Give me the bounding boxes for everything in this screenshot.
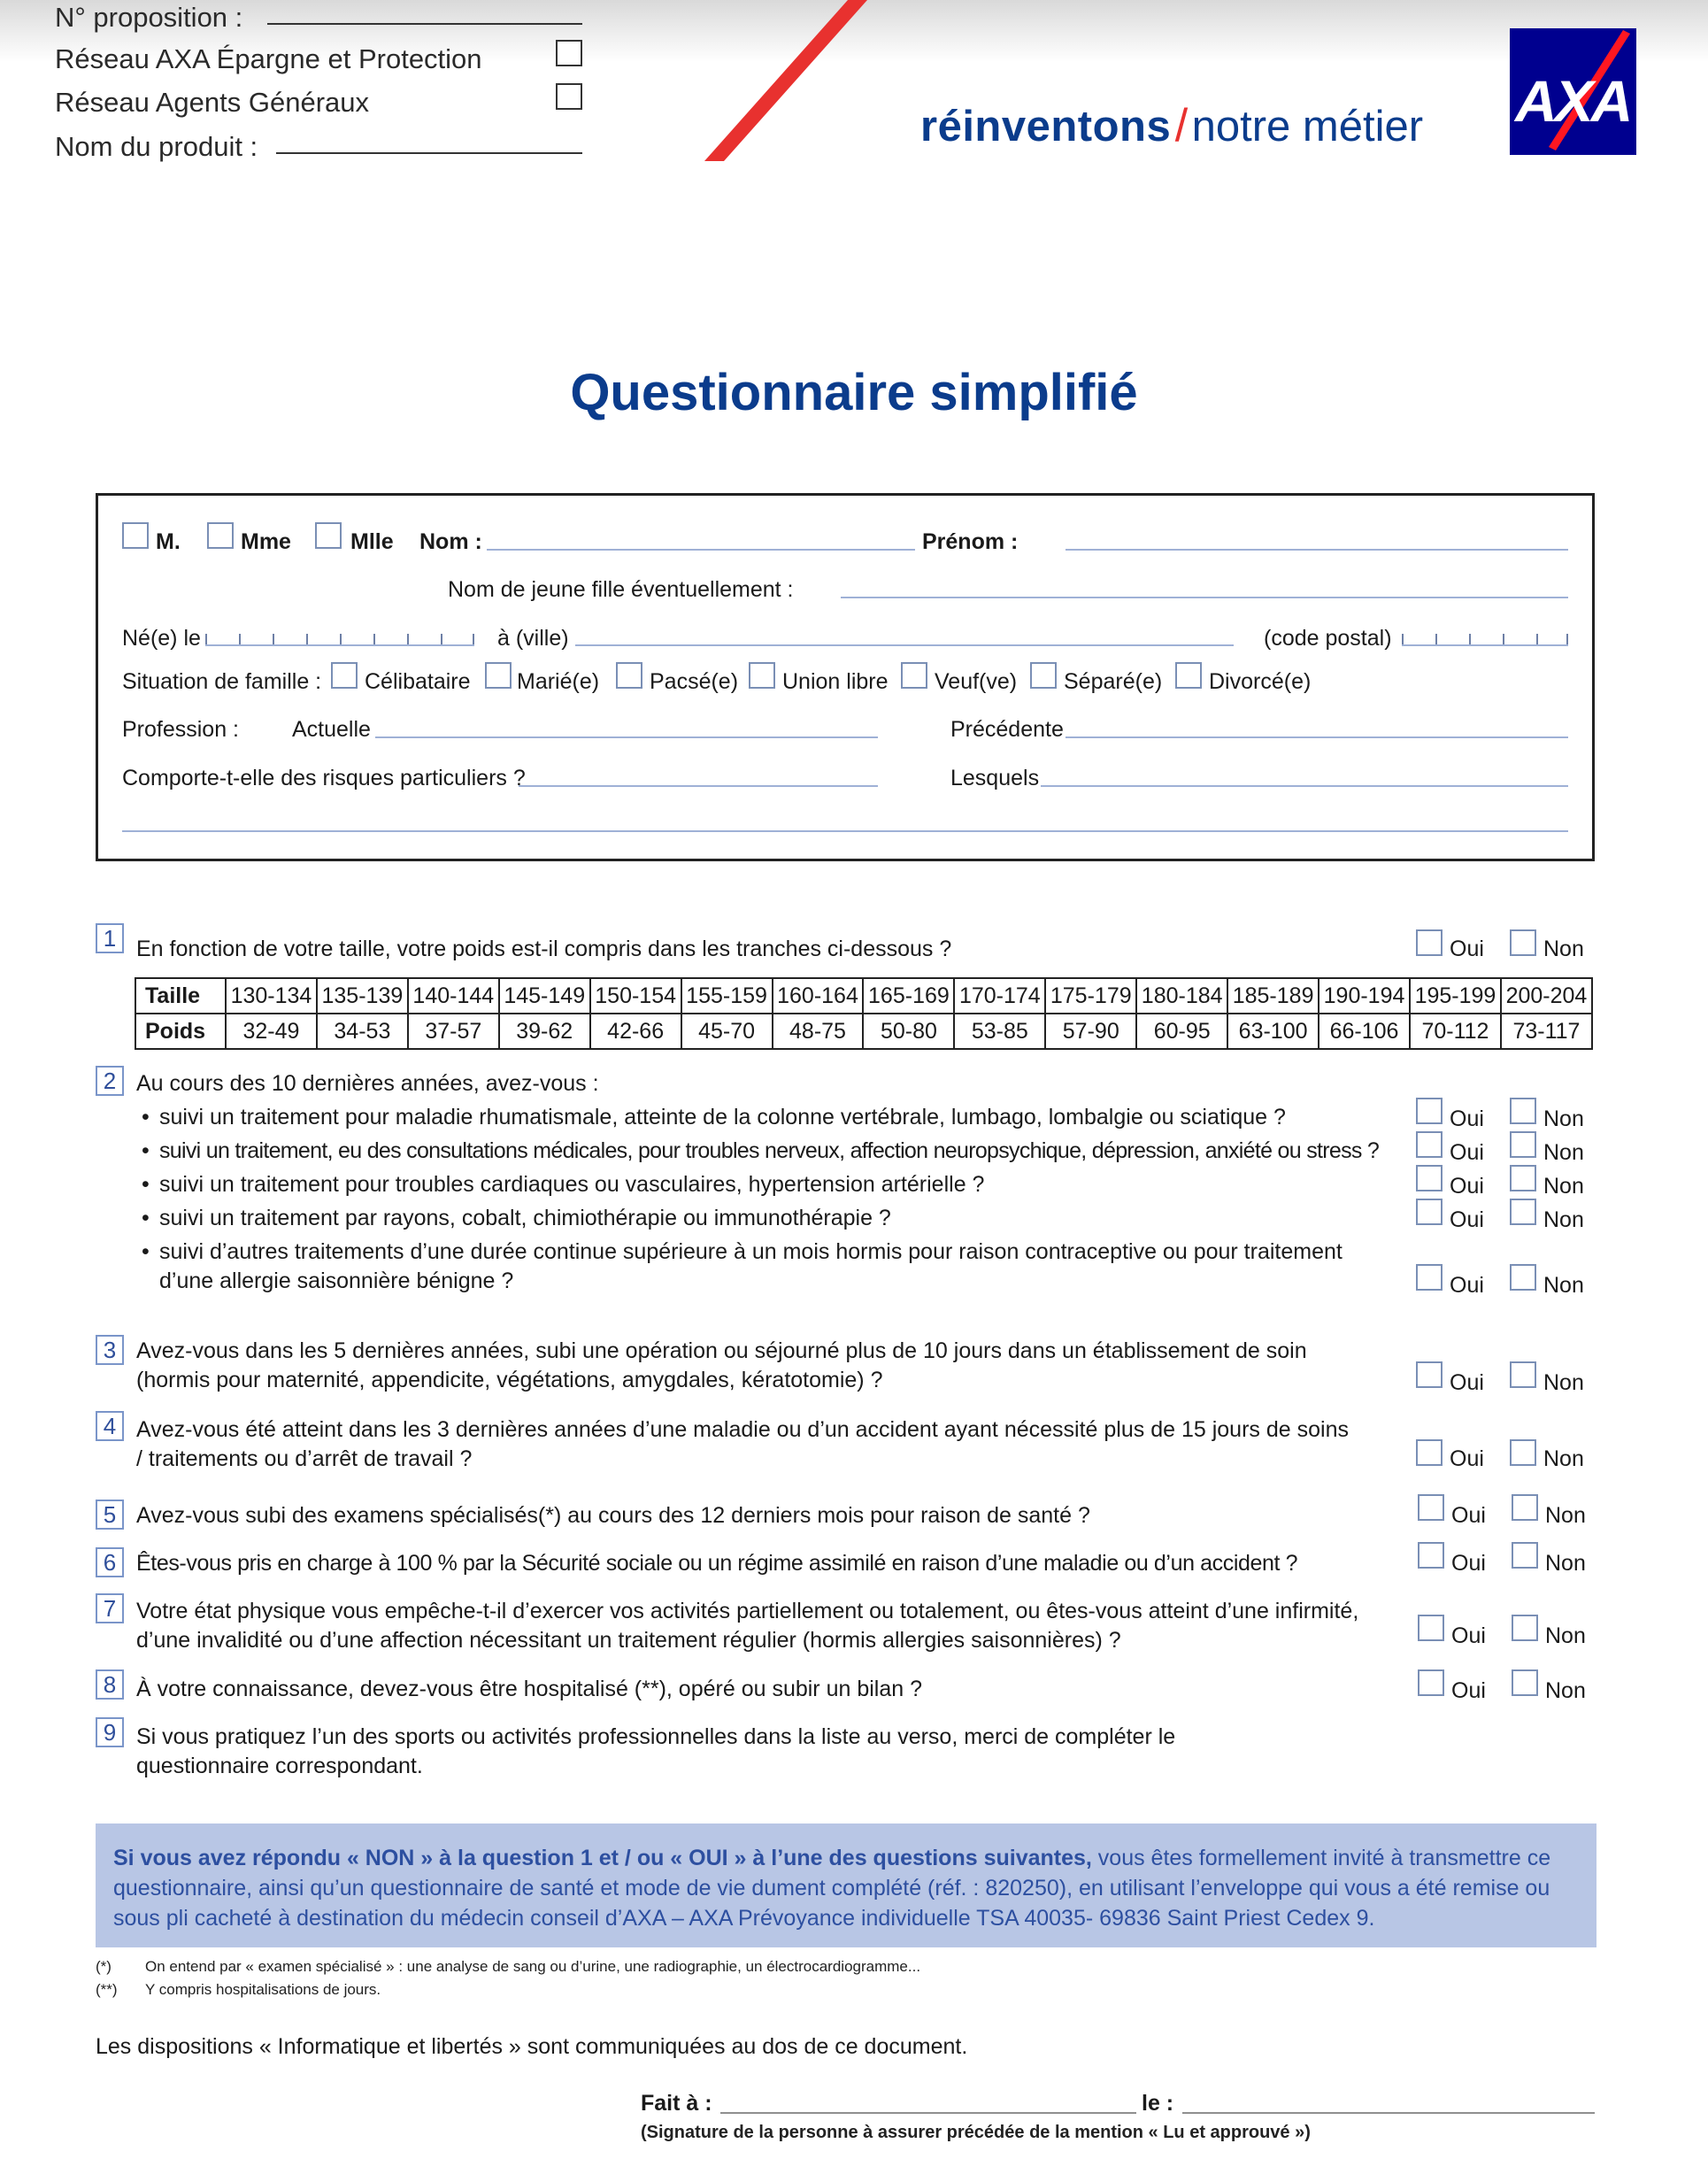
taille-cell: 160-164 <box>773 978 864 1014</box>
poids-cell: 32-49 <box>226 1014 317 1049</box>
taille-cell: 145-149 <box>499 978 590 1014</box>
civility-mlle-checkbox[interactable] <box>315 522 342 549</box>
poids-cell: 53-85 <box>954 1014 1045 1049</box>
question-9-text: Si vous pratiquez l’un des sports ou activités professionnelles dans la liste au verso, merci de compléter le questionnaire correspondant. <box>136 1724 1176 1778</box>
q2b-non-label: Non <box>1543 1140 1584 1165</box>
taille-header: Taille <box>135 978 226 1014</box>
question-7-text: Votre état physique vous empêche-t-il d’exercer vos activités partiellement ou totalement, ou êtes-vous atteint d’une infirmité, d’une invalidité ou d’une affection nécessitant un traitement régulier (hormis allergies saisonnières) ? <box>136 1599 1359 1653</box>
prenom-label: Prénom : <box>922 529 1019 554</box>
slogan-slash: / <box>1174 100 1189 151</box>
proposition-label: N° proposition : <box>55 2 243 33</box>
notice-bold: Si vous avez répondu « NON » à la question 1 et / ou « OUI » à l’une des questions suivantes, <box>113 1846 1092 1870</box>
footnote-2-text: Y compris hospitalisations de jours. <box>145 1981 381 1998</box>
nom-field[interactable] <box>487 549 915 551</box>
taille-cell: 150-154 <box>590 978 681 1014</box>
q1-non-checkbox[interactable] <box>1510 929 1536 956</box>
network-axa-checkbox[interactable] <box>556 40 582 66</box>
signature-mention: (Signature de la personne à assurer précédée de la mention « Lu et approuvé ») <box>641 2123 1311 2142</box>
poids-cell: 66-106 <box>1319 1014 1410 1049</box>
q2d-oui-label: Oui <box>1450 1207 1484 1232</box>
poids-cell: 73-117 <box>1501 1014 1592 1049</box>
poids-cell: 63-100 <box>1227 1014 1319 1049</box>
q3-oui-checkbox[interactable] <box>1416 1361 1443 1388</box>
question-1-number: 1 <box>96 923 124 953</box>
date-tick <box>239 634 241 644</box>
postal-tick <box>1536 634 1538 644</box>
poids-cell: 57-90 <box>1045 1014 1136 1049</box>
question-1-text: En fonction de votre taille, votre poids est-il compris dans les tranches ci-dessous ? <box>136 937 952 961</box>
poids-row <box>135 1014 1592 1049</box>
q2c-non-label: Non <box>1543 1174 1584 1199</box>
red-slash-decoration <box>699 0 876 168</box>
q1-oui-label: Oui <box>1450 937 1484 961</box>
q2e-non-checkbox[interactable] <box>1510 1264 1536 1291</box>
question-8-text: À votre connaissance, devez-vous être hospitalisé (**), opéré ou subir un bilan ? <box>136 1677 923 1701</box>
family-union-libre-checkbox[interactable] <box>749 662 775 689</box>
bullet: • <box>142 1138 150 1163</box>
q2b-non-checkbox[interactable] <box>1510 1131 1536 1158</box>
question-9-number: 9 <box>96 1717 124 1747</box>
which-field[interactable] <box>1041 785 1568 787</box>
slogan <box>920 99 1423 152</box>
poids-cell: 45-70 <box>681 1014 773 1049</box>
q7-oui-checkbox[interactable] <box>1418 1615 1444 1641</box>
q2a-non-label: Non <box>1543 1106 1584 1131</box>
bullet: • <box>142 1239 150 1264</box>
bullet: • <box>142 1206 150 1230</box>
family-label: Situation de famille : <box>122 669 322 694</box>
made-at-field[interactable] <box>720 2112 1136 2114</box>
family-celibataire-checkbox[interactable] <box>331 662 358 689</box>
q2c-oui-label: Oui <box>1450 1174 1484 1199</box>
taille-cell: 195-199 <box>1410 978 1501 1014</box>
question-2-item-1: suivi un traitement pour maladie rhumatismale, atteinte de la colonne vertébrale, lumbago, lombalgie ou sciatique ? <box>159 1105 1286 1130</box>
q2e-oui-checkbox[interactable] <box>1416 1264 1443 1291</box>
taille-cell: 175-179 <box>1045 978 1136 1014</box>
family-veuf-label: Veuf(ve) <box>935 669 1018 694</box>
maiden-name-label: Nom de jeune fille éventuellement : <box>448 577 794 602</box>
previous-profession-field[interactable] <box>1066 736 1568 738</box>
q4-non-label: Non <box>1543 1446 1584 1471</box>
maiden-name-field[interactable] <box>841 597 1568 598</box>
family-divorce-label: Divorcé(e) <box>1209 669 1312 694</box>
q7-non-label: Non <box>1545 1623 1586 1648</box>
poids-cell: 37-57 <box>408 1014 499 1049</box>
q8-non-label: Non <box>1545 1678 1586 1703</box>
q6-oui-label: Oui <box>1451 1551 1486 1576</box>
postal-tick <box>1435 634 1437 644</box>
question-8-number: 8 <box>96 1669 124 1700</box>
question-6-text: Êtes-vous pris en charge à 100 % par la Sécurité sociale ou un régime assimilé en raison d’une maladie ou d’un accident ? <box>136 1551 1298 1576</box>
footnote-1-text: On entend par « examen spécialisé » : une analyse de sang ou d’urine, une radiographie, un électrocardiogramme... <box>145 1958 921 1975</box>
taille-row <box>135 978 1592 1014</box>
taille-cell: 185-189 <box>1227 978 1319 1014</box>
privacy-text: Les dispositions « Informatique et libertés » sont communiquées au dos de ce document. <box>96 2034 968 2059</box>
family-separe-label: Séparé(e) <box>1064 669 1163 694</box>
taille-cell: 200-204 <box>1501 978 1592 1014</box>
postal-code-field[interactable] <box>1402 644 1568 646</box>
date-tick <box>340 634 342 644</box>
q1-oui-checkbox[interactable] <box>1416 929 1443 956</box>
taille-cell: 155-159 <box>681 978 773 1014</box>
q6-non-label: Non <box>1545 1551 1586 1576</box>
taille-cell: 180-184 <box>1136 978 1227 1014</box>
risk-label: Comporte-t-elle des risques particuliers ? <box>122 766 526 790</box>
footnote-2-mark: (**) <box>96 1981 118 1998</box>
q1-non-label: Non <box>1543 937 1584 961</box>
question-2-item-5: suivi d’autres traitements d’une durée continue supérieure à un mois hormis pour raison contraceptive ou pour traitement d’une allergie saisonnière bénigne ? <box>159 1239 1343 1293</box>
date-tick <box>407 634 409 644</box>
q2d-non-label: Non <box>1543 1207 1584 1232</box>
date-tick <box>205 634 207 644</box>
poids-cell: 39-62 <box>499 1014 590 1049</box>
nom-label: Nom : <box>419 529 482 554</box>
q2a-non-checkbox[interactable] <box>1510 1098 1536 1124</box>
family-divorce-checkbox[interactable] <box>1175 662 1202 689</box>
q5-non-label: Non <box>1545 1503 1586 1528</box>
height-weight-table <box>135 977 1593 1050</box>
proposition-field[interactable] <box>267 23 582 25</box>
date-tick <box>441 634 442 644</box>
which-label: Lesquels <box>950 766 1040 790</box>
city-field[interactable] <box>575 644 1234 646</box>
q2d-oui-checkbox[interactable] <box>1416 1199 1443 1225</box>
postal-tick <box>1469 634 1471 644</box>
family-marie-label: Marié(e) <box>517 669 600 694</box>
postal-label: (code postal) <box>1264 626 1392 651</box>
made-at-label: Fait à : <box>641 2091 712 2116</box>
poids-cell: 34-53 <box>317 1014 408 1049</box>
q4-oui-checkbox[interactable] <box>1416 1439 1443 1466</box>
risk-field[interactable] <box>519 785 878 787</box>
slogan-rest: notre métier <box>1191 103 1424 150</box>
q3-non-label: Non <box>1543 1370 1584 1395</box>
notice-banner <box>96 1823 1596 1947</box>
poids-cell: 60-95 <box>1136 1014 1227 1049</box>
question-2-item-3: suivi un traitement pour troubles cardiaques ou vasculaires, hypertension artérielle ? <box>159 1172 985 1197</box>
family-marie-checkbox[interactable] <box>485 662 512 689</box>
date-tick <box>273 634 274 644</box>
question-3-text: Avez-vous dans les 5 dernières années, subi une opération ou séjourné plus de 10 jours dans un établissement de soin (hormis pour maternité, appendicite, végétations, amygdales, kératotomie) ? <box>136 1338 1307 1392</box>
civility-m-label: M. <box>156 529 181 554</box>
civility-mme-checkbox[interactable] <box>207 522 234 549</box>
question-2-item-4: suivi un traitement par rayons, cobalt, chimiothérapie ou immunothérapie ? <box>159 1206 891 1230</box>
q8-oui-checkbox[interactable] <box>1418 1669 1444 1696</box>
bullet: • <box>142 1172 150 1197</box>
family-veuf-checkbox[interactable] <box>901 662 927 689</box>
q2e-oui-label: Oui <box>1450 1273 1484 1298</box>
q8-oui-label: Oui <box>1451 1678 1486 1703</box>
date-label: le : <box>1142 2091 1174 2116</box>
postal-tick <box>1402 634 1404 644</box>
question-4-text: Avez-vous été atteint dans les 3 dernières années d’une maladie ou d’un accident ayant nécessité plus de 15 jours de soins / traitements ou d’arrêt de travail ? <box>136 1417 1349 1471</box>
q5-oui-label: Oui <box>1451 1503 1486 1528</box>
q2d-non-checkbox[interactable] <box>1510 1199 1536 1225</box>
question-5-text: Avez-vous subi des examens spécialisés(*) au cours des 12 derniers mois pour raison de santé ? <box>136 1503 1090 1528</box>
question-6-number: 6 <box>96 1547 124 1577</box>
notice-text <box>113 1843 1582 1933</box>
profession-label: Profession : <box>122 717 240 742</box>
date-field[interactable] <box>1182 2112 1595 2114</box>
question-7-number: 7 <box>96 1593 124 1623</box>
city-label: à (ville) <box>497 626 569 651</box>
poids-header: Poids <box>135 1014 226 1049</box>
prenom-field[interactable] <box>1066 549 1568 551</box>
date-tick <box>373 634 375 644</box>
poids-cell: 50-80 <box>863 1014 954 1049</box>
page-title: Questionnaire simplifié <box>570 364 1138 421</box>
date-tick <box>306 634 308 644</box>
civility-mme-label: Mme <box>241 529 291 554</box>
q7-oui-label: Oui <box>1451 1623 1486 1648</box>
family-celibataire-label: Célibataire <box>365 669 471 694</box>
current-profession-field[interactable] <box>375 736 878 738</box>
q5-oui-checkbox[interactable] <box>1418 1494 1444 1521</box>
notice-rest: vous êtes formellement invité à transmettre ce questionnaire, ainsi qu’un questionnaire de santé et mode de vie dument complété (réf. : 820250), en utilisant l’enveloppe qui vous a été remise ou sous pli cacheté à destination du médecin conseil d’AXA – AXA Prévoyance individuelle TSA 40035- 69836 Saint Priest Cedex 9. <box>113 1846 1551 1931</box>
question-2-number: 2 <box>96 1066 124 1096</box>
q7-non-checkbox[interactable] <box>1512 1615 1538 1641</box>
question-3-number: 3 <box>96 1335 124 1365</box>
previous-label: Précédente <box>950 717 1064 742</box>
bullet: • <box>142 1105 150 1130</box>
page-title-wrap <box>0 363 1708 422</box>
q4-oui-label: Oui <box>1450 1446 1484 1471</box>
postal-tick <box>1566 634 1568 644</box>
q2c-oui-checkbox[interactable] <box>1416 1165 1443 1191</box>
taille-cell: 135-139 <box>317 978 408 1014</box>
extra-line-field[interactable] <box>122 830 1568 832</box>
q3-oui-label: Oui <box>1450 1370 1484 1395</box>
date-tick <box>473 634 474 644</box>
taille-cell: 130-134 <box>226 978 317 1014</box>
axa-logo-text: AXA <box>1515 68 1631 134</box>
q2a-oui-label: Oui <box>1450 1106 1484 1131</box>
family-separe-checkbox[interactable] <box>1030 662 1057 689</box>
taille-cell: 165-169 <box>863 978 954 1014</box>
q4-non-checkbox[interactable] <box>1510 1439 1536 1466</box>
network-axa-label: Réseau AXA Épargne et Protection <box>55 43 482 74</box>
civility-mlle-label: Mlle <box>350 529 394 554</box>
axa-logo <box>1510 28 1636 155</box>
poids-cell: 70-112 <box>1410 1014 1501 1049</box>
postal-tick <box>1503 634 1504 644</box>
q2e-non-label: Non <box>1543 1273 1584 1298</box>
q2b-oui-label: Oui <box>1450 1140 1484 1165</box>
born-label: Né(e) le <box>122 626 201 651</box>
q2c-non-checkbox[interactable] <box>1510 1165 1536 1191</box>
question-4-number: 4 <box>96 1411 124 1441</box>
product-label: Nom du produit : <box>55 131 258 162</box>
family-pacse-label: Pacsé(e) <box>650 669 739 694</box>
poids-cell: 48-75 <box>773 1014 864 1049</box>
q2b-oui-checkbox[interactable] <box>1416 1131 1443 1158</box>
question-2-text: Au cours des 10 dernières années, avez-vous : <box>136 1071 599 1096</box>
product-field[interactable] <box>276 152 582 154</box>
network-agents-label: Réseau Agents Généraux <box>55 87 370 118</box>
network-agents-checkbox[interactable] <box>556 83 582 110</box>
current-label: Actuelle <box>292 717 371 742</box>
q3-non-checkbox[interactable] <box>1510 1361 1536 1388</box>
taille-cell: 140-144 <box>408 978 499 1014</box>
family-union-libre-label: Union libre <box>782 669 889 694</box>
question-5-number: 5 <box>96 1500 124 1530</box>
slogan-bold: réinventons <box>920 103 1172 150</box>
q6-non-checkbox[interactable] <box>1512 1542 1538 1569</box>
q2a-oui-checkbox[interactable] <box>1416 1098 1443 1124</box>
footnote-1-mark: (*) <box>96 1958 112 1975</box>
birth-date-field[interactable] <box>205 644 474 646</box>
taille-cell: 170-174 <box>954 978 1045 1014</box>
family-pacse-checkbox[interactable] <box>616 662 642 689</box>
q5-non-checkbox[interactable] <box>1512 1494 1538 1521</box>
question-2-item-2: suivi un traitement, eu des consultations médicales, pour troubles nerveux, affection neuropsychique, dépression, anxiété ou stress ? <box>159 1138 1380 1163</box>
poids-cell: 42-66 <box>590 1014 681 1049</box>
civility-m-checkbox[interactable] <box>122 522 149 549</box>
q6-oui-checkbox[interactable] <box>1418 1542 1444 1569</box>
q8-non-checkbox[interactable] <box>1512 1669 1538 1696</box>
taille-cell: 190-194 <box>1319 978 1410 1014</box>
